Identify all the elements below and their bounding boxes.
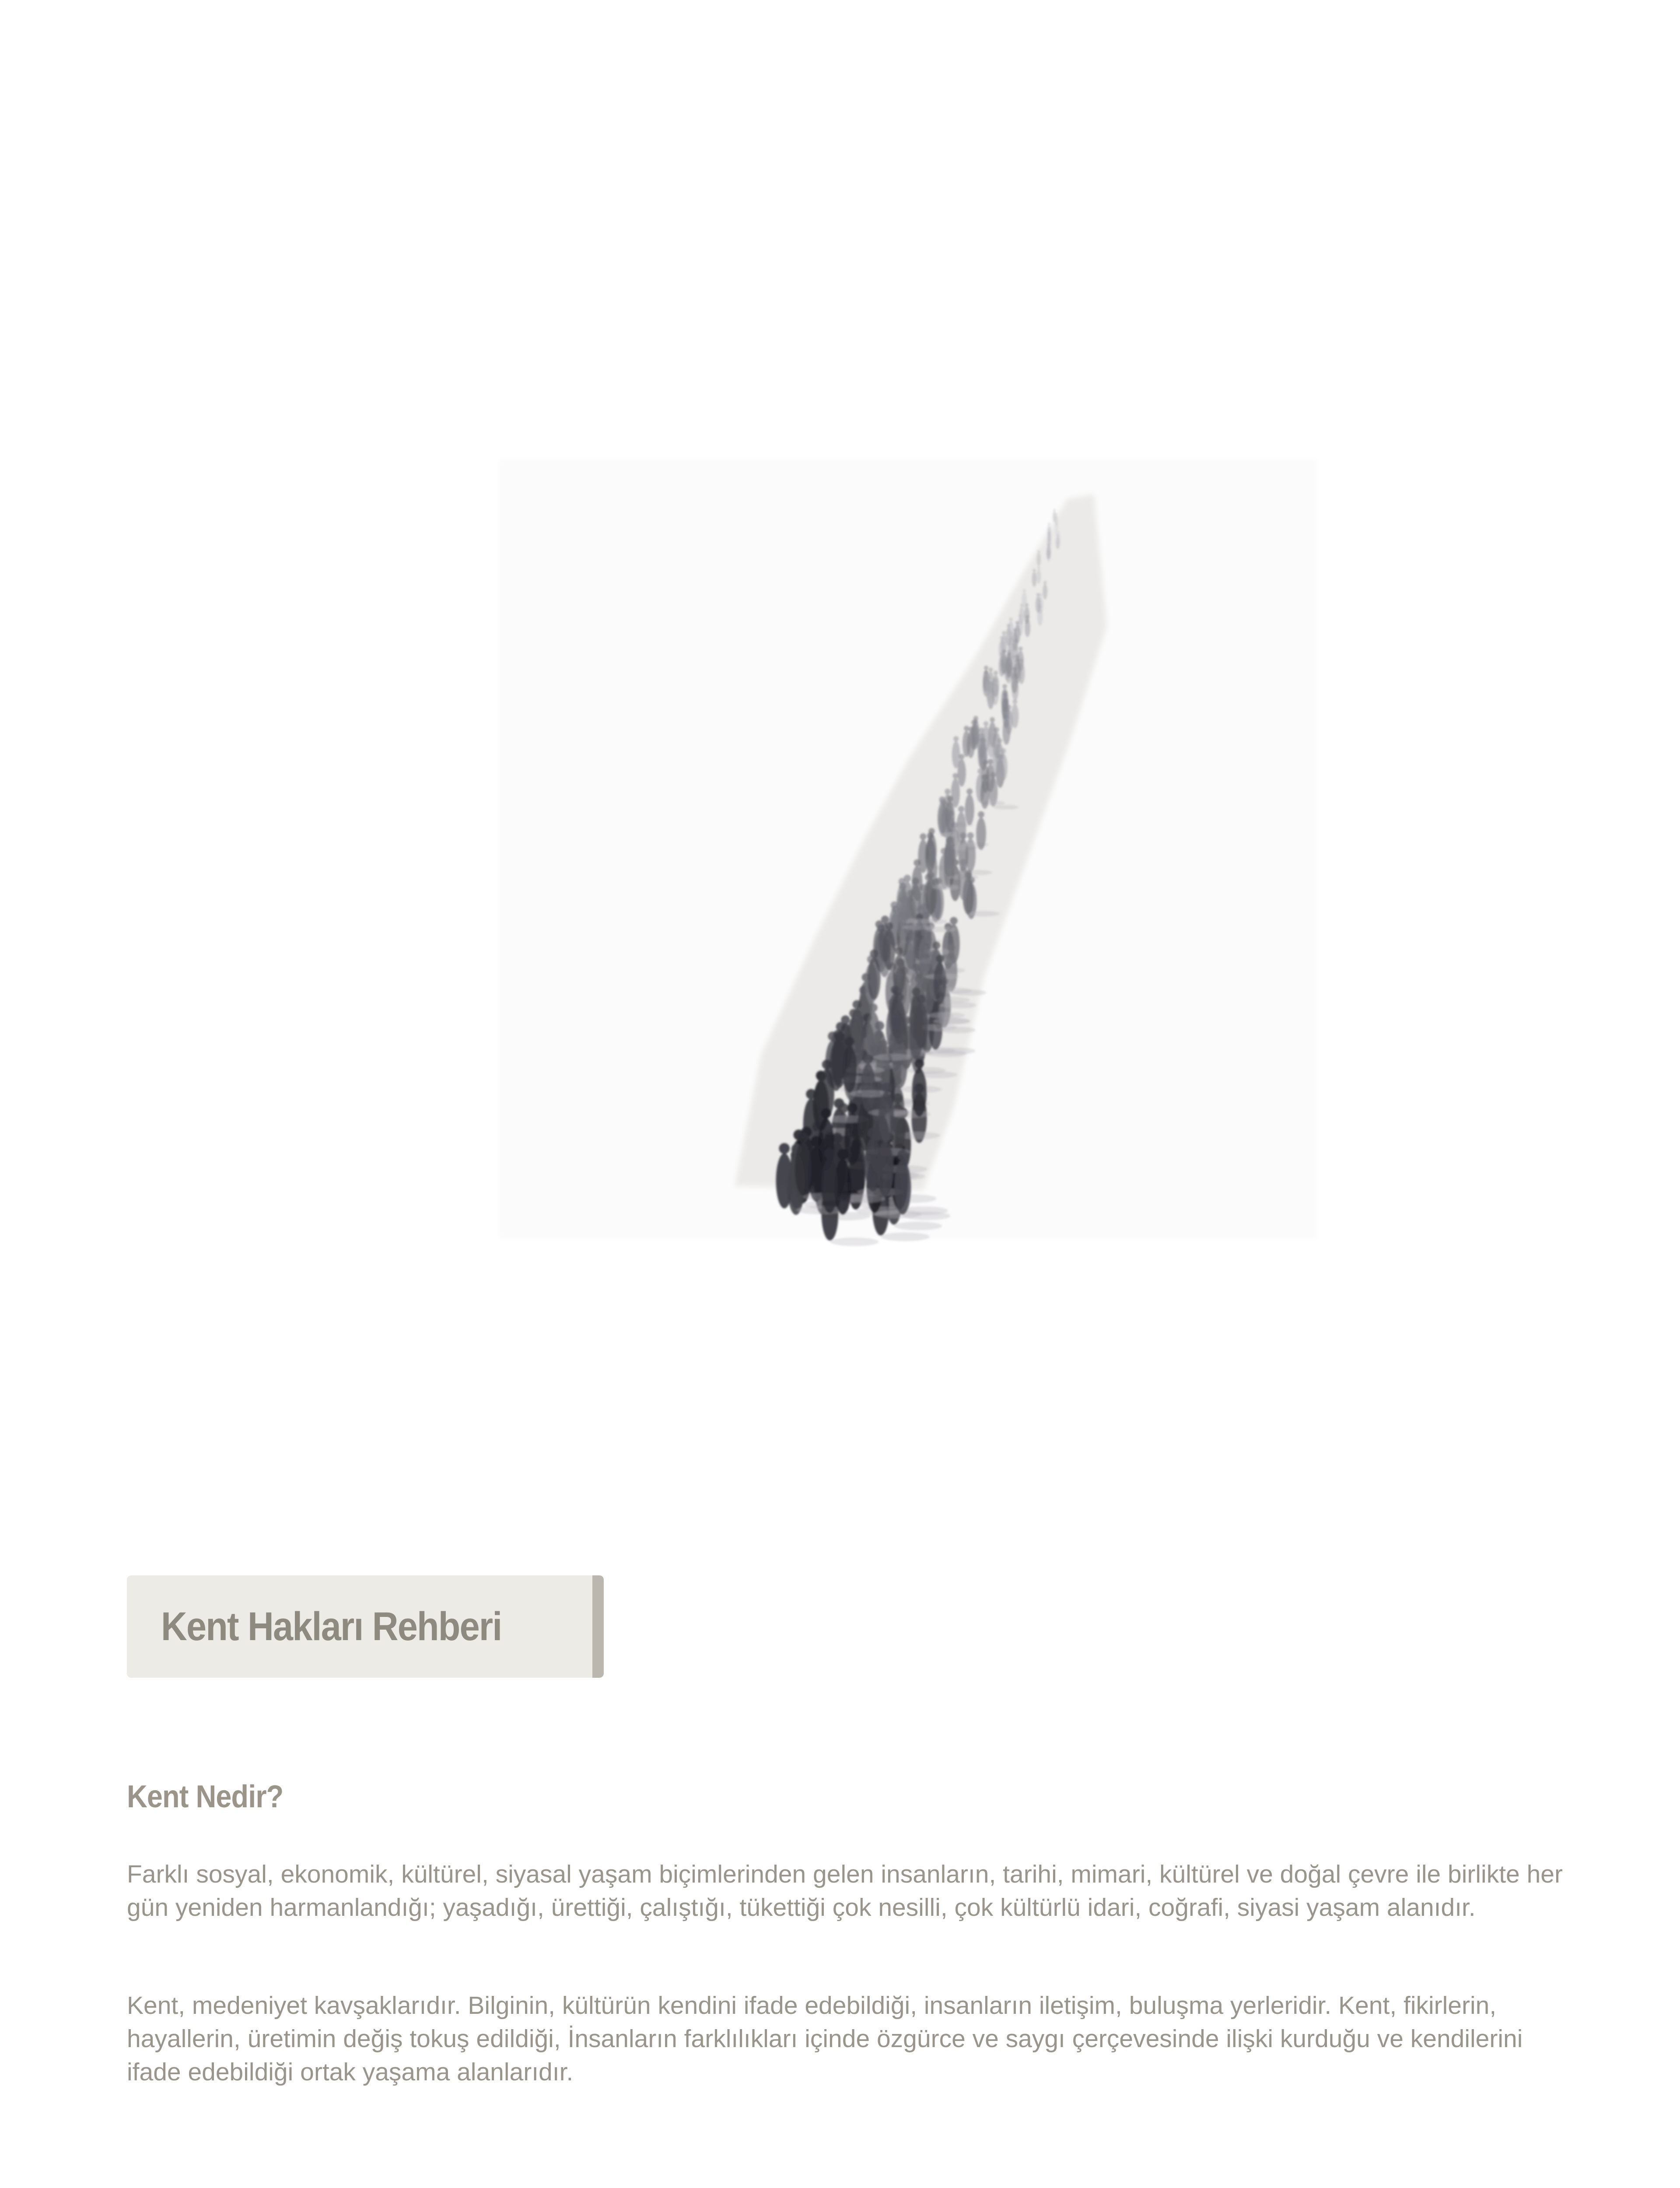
- crowd-figure-head: [932, 941, 940, 949]
- crowd-figure-head: [987, 759, 993, 764]
- crowd-figure-head: [950, 917, 958, 925]
- crowd-figure-body: [1046, 546, 1050, 559]
- crowd-figure-shadow: [873, 1054, 912, 1061]
- page-title: Kent Hakları Rehberi: [161, 1604, 502, 1649]
- crowd-figure-head: [997, 738, 1002, 743]
- crowd-figure-body: [927, 852, 938, 887]
- crowd-figure-head: [914, 859, 920, 866]
- crowd-figure-shadow: [903, 925, 934, 930]
- crowd-figure-head: [881, 1083, 891, 1093]
- paragraph-2: Kent, medeniyet kavşaklarıdır. Bilginin, kültürün kendini ifade edebildiği, insanların iletişim, buluşma yerleridir. Kent, fikirlerin, hayallerin, üretimin değiş tokuş edildiği, İnsanların farklılıkları içinde özgürce ve saygı çerçevesinde ilişki kurduğu ve kendilerini ifade edebildiği ortak yaşama alanlarıdır.: [127, 1992, 1523, 2086]
- crowd-figure-head: [1002, 684, 1007, 688]
- crowd-figure-body: [883, 929, 895, 970]
- crowd-figure-head: [947, 944, 955, 952]
- crowd-figure-head: [953, 736, 959, 741]
- crowd-figure-shadow: [932, 885, 962, 890]
- crowd-figure-body: [1043, 584, 1047, 600]
- crowd-figure-body: [897, 890, 908, 926]
- crowd-figure-head: [1012, 699, 1017, 704]
- crowd-figure-shadow: [881, 1233, 930, 1241]
- crowd-figure-head: [947, 796, 953, 802]
- crowd-figure-head: [958, 806, 964, 812]
- crowd-figure-head: [845, 1037, 854, 1046]
- crowd-figure-body: [986, 680, 993, 703]
- crowd-figure-head: [798, 1132, 808, 1143]
- crowd-figure-head: [895, 993, 904, 1002]
- crowd-figure-head: [915, 975, 924, 983]
- crowd-figure-head: [1012, 667, 1017, 671]
- crowd-figure-body: [894, 1160, 911, 1214]
- crowd-figure-body: [893, 1041, 907, 1088]
- crowd-figure-body: [956, 812, 966, 844]
- crowd-figure-head: [964, 726, 969, 731]
- crowd-figure-body: [893, 955, 905, 996]
- crowd-figure-head: [847, 1103, 858, 1113]
- crowd-figure-body: [912, 1068, 927, 1117]
- crowd-figure-head: [897, 1150, 908, 1161]
- crowd-figure-head: [1018, 614, 1022, 618]
- crowd-figure-head: [980, 733, 985, 738]
- crowd-figure-head: [990, 717, 994, 722]
- crowd-figure-head: [960, 859, 967, 866]
- crowd-figure-head: [1033, 569, 1036, 572]
- crowd-figure-head: [779, 1143, 790, 1154]
- crowd-figure-head: [1043, 581, 1046, 584]
- crowd-figure-body: [999, 640, 1005, 660]
- crowd-figure-head: [868, 1128, 878, 1138]
- crowd-figure-head: [1026, 615, 1029, 618]
- crowd-figure-head: [811, 1136, 822, 1147]
- crowd-figure-body: [1032, 572, 1037, 587]
- crowd-figure-body: [958, 866, 969, 900]
- crowd-figure-head: [1009, 638, 1013, 642]
- crowd-figure-head: [1037, 566, 1040, 569]
- crowd-figure-head: [853, 1000, 861, 1009]
- crowd-figure-body: [945, 951, 957, 992]
- crowd-figure-body: [976, 817, 986, 850]
- crowd-figure-head: [989, 667, 993, 672]
- section-heading: Kent Nedir?: [127, 1779, 284, 1814]
- crowd-figure-body: [1022, 592, 1027, 608]
- crowd-figure-head: [864, 1054, 873, 1064]
- crowd-figure-head: [1002, 631, 1006, 635]
- crowd-figure-body: [831, 1038, 845, 1085]
- crowd-figure-head: [1023, 589, 1026, 592]
- crowd-figure-body: [861, 1063, 876, 1112]
- crowd-figure-body: [1036, 569, 1041, 584]
- crowd-figure-head: [1056, 522, 1058, 525]
- crowd-illustration: [481, 451, 1334, 1252]
- crowd-figure-shadow: [894, 1222, 942, 1230]
- crowd-figure-head: [966, 789, 973, 795]
- title-banner: [127, 1575, 604, 1678]
- crowd-figure-body: [1015, 624, 1020, 644]
- crowd-figure-head: [989, 727, 994, 732]
- crowd-figure-head: [984, 666, 988, 670]
- crowd-figure-body: [945, 843, 956, 877]
- crowd-figure-head: [952, 773, 958, 779]
- paragraph-1: Farklı sosyal, ekonomik, kültürel, siyasal yaşam biçimlerinden gelen insanların, tarihi, mimari, kültürel ve doğal çevre ile birlikte her gün yeniden harmanlandığı; yaşadığı, ürettiği, çalıştığı, tükettiği çok nesilli, çok kültürlü idari, coğrafi, siyasi yaşam alanıdır.: [127, 1860, 1563, 1922]
- crowd-figure-shadow: [968, 911, 1000, 917]
- crowd-figure-head: [1054, 509, 1056, 511]
- crowd-figure-head: [1015, 621, 1019, 625]
- crowd-figure-shadow: [928, 1012, 965, 1019]
- crowd-figure-head: [1036, 593, 1040, 596]
- crowd-figure-shadow: [993, 805, 1018, 810]
- crowd-figure-body: [864, 1138, 881, 1192]
- crowd-figure-body: [958, 759, 966, 787]
- crowd-figure-head: [837, 1149, 848, 1160]
- crowd-figure-head: [822, 1060, 832, 1069]
- crowd-figure-head: [939, 796, 945, 803]
- crowd-figure-head: [914, 1059, 924, 1069]
- crowd-figure-head: [1048, 528, 1051, 531]
- crowd-figure-head: [959, 754, 964, 759]
- crowd-figure-body: [945, 801, 955, 832]
- crowd-figure-head: [1008, 652, 1012, 656]
- crowd-figure-body: [910, 996, 923, 1040]
- crowd-figure-body: [972, 724, 980, 750]
- crowd-figure-body: [892, 1001, 906, 1045]
- crowd-figure-head: [1009, 617, 1012, 621]
- crowd-figure-head: [1057, 531, 1060, 534]
- crowd-figure-head: [945, 789, 950, 794]
- crowd-figure-head: [984, 670, 988, 675]
- crowd-figure-body: [965, 794, 974, 825]
- crowd-figure-head: [878, 1039, 888, 1048]
- crowd-figure-head: [927, 832, 934, 839]
- crowd-figure-head: [1037, 550, 1040, 553]
- crowd-figure-body: [951, 778, 960, 808]
- crowd-figure-shadow: [933, 1018, 970, 1024]
- crowd-figure-head: [1047, 543, 1050, 546]
- crowd-figure-body: [795, 1142, 811, 1196]
- crowd-figure-head: [853, 1012, 861, 1020]
- crowd-figure-body: [905, 930, 917, 969]
- crowd-figure-body: [1005, 709, 1012, 734]
- crowd-figure-body: [821, 1158, 838, 1213]
- crowd-figure-head: [987, 676, 991, 680]
- crowd-figure-head: [833, 1030, 843, 1039]
- crowd-figure-head: [912, 987, 920, 996]
- crowd-figure-head: [869, 1003, 878, 1012]
- crowd-figure-body: [878, 1092, 894, 1142]
- crowd-figure-head: [920, 833, 927, 840]
- crowd-figure-shadow: [935, 1048, 975, 1055]
- crowd-figure-head: [929, 846, 935, 853]
- crowd-figure-head: [836, 1022, 845, 1031]
- crowd-figure-body: [1036, 596, 1041, 613]
- crowd-figure-head: [973, 719, 978, 724]
- crowd-figure-shadow: [903, 1212, 950, 1220]
- crowd-figure-head: [1019, 659, 1024, 663]
- crowd-figure-head: [978, 811, 984, 818]
- crowd-figure-body: [868, 957, 880, 1000]
- crowd-figure-body: [1011, 671, 1018, 693]
- crowd-figure-head: [821, 1108, 832, 1119]
- crowd-figure-shadow: [940, 1002, 976, 1009]
- crowd-figure-head: [977, 768, 983, 774]
- crowd-figure-head: [947, 837, 954, 843]
- crowd-figure-head: [936, 954, 944, 963]
- crowd-figure-shadow: [830, 1238, 878, 1246]
- crowd-figure-body: [1057, 533, 1060, 546]
- crowd-figure-head: [838, 1103, 848, 1113]
- crowd-figure-head: [881, 915, 889, 923]
- crowd-figure-body: [1018, 663, 1025, 684]
- crowd-figure-head: [982, 774, 988, 780]
- crowd-figure-body: [934, 962, 946, 1004]
- crowd-figure-body: [987, 732, 995, 758]
- crowd-figure-head: [1007, 705, 1012, 709]
- crowd-figure-body: [980, 780, 989, 809]
- crowd-figure-head: [1048, 523, 1050, 525]
- crowd-procession-icon: [481, 451, 1334, 1252]
- crowd-figure-head: [907, 890, 915, 897]
- crowd-figure-body: [919, 936, 931, 976]
- crowd-figure-head: [921, 929, 929, 937]
- crowd-figure-head: [895, 947, 903, 955]
- crowd-figure-head: [899, 883, 906, 890]
- crowd-figure-body: [1047, 530, 1051, 543]
- crowd-figure-body: [866, 1012, 880, 1056]
- crowd-figure-head: [885, 922, 893, 930]
- crowd-figure-head: [1000, 636, 1004, 640]
- crowd-figure-head: [984, 721, 988, 726]
- crowd-figure-body: [1037, 553, 1041, 566]
- crowd-figure-body: [978, 737, 986, 764]
- crowd-figure-head: [870, 950, 878, 958]
- crowd-figure-head: [917, 906, 924, 913]
- crowd-figure-head: [1018, 647, 1022, 651]
- crowd-figure-head: [824, 1148, 835, 1159]
- crowd-figure-body: [1025, 618, 1030, 637]
- crowd-figure-body: [1006, 656, 1013, 677]
- crowd-figure-head: [994, 671, 998, 675]
- crowd-figure-body: [1053, 511, 1056, 522]
